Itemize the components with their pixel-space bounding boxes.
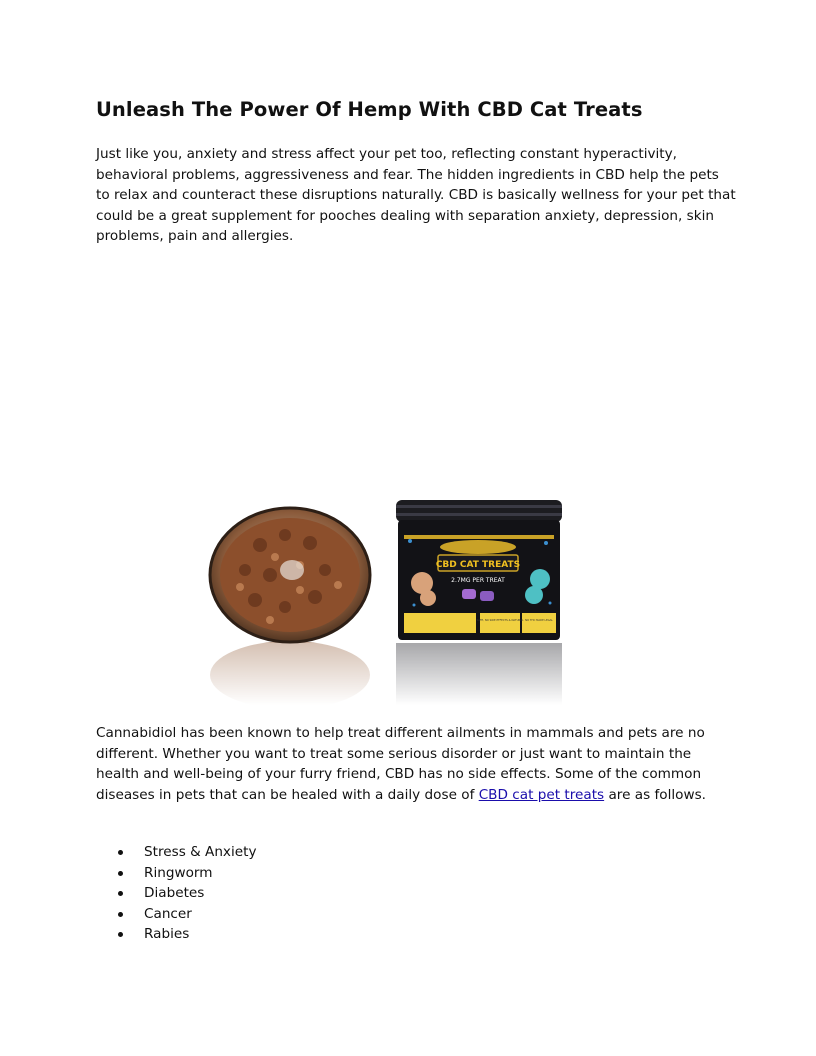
list-item-label: Diabetes bbox=[144, 885, 205, 901]
bullet-icon bbox=[118, 871, 123, 876]
list-item-label: Rabies bbox=[144, 926, 190, 942]
bullet-icon bbox=[118, 932, 123, 937]
list-item bbox=[118, 883, 257, 904]
bullet-icon bbox=[118, 912, 123, 917]
body-text-end: are as follows. bbox=[604, 786, 706, 803]
bullet-icon bbox=[118, 891, 123, 896]
list-item-label: Ringworm bbox=[144, 864, 213, 881]
body-text-start: Cannabidiol has been known to help treat different ailments in mammals and pets are no different. Whether you want to treat some serious disorder or just want to maintain the health and well-being of your furry friend, CBD has no side effects. Some of the common diseases in pets that can be healed with a daily dose of bbox=[96, 725, 705, 803]
page-title: Unleash The Power Of Hemp With CBD Cat Treats bbox=[96, 98, 643, 121]
bullet-icon bbox=[118, 850, 123, 855]
jar-badge-safe: SAFE, NO SIDE EFFECTS & NATURAL bbox=[476, 619, 524, 622]
body-paragraph bbox=[96, 723, 736, 805]
list-item bbox=[118, 842, 257, 863]
jar-badge-thc: NO THC MADE LEGAL bbox=[525, 619, 553, 622]
intro-paragraph: Just like you, anxiety and stress affect your pet too, reflecting constant hyperactivity, behavioral problems, aggressiveness and fear. The hidden ingredients in CBD help the pets to relax and counteract these disruptions naturally. CBD is basically wellness for your pet that could be a great supplement for pooches dealing with separation anxiety, depression, skin problems, pain and allergies. bbox=[96, 146, 736, 244]
product-image bbox=[200, 495, 580, 705]
list-item bbox=[118, 924, 257, 945]
ailments-list bbox=[118, 842, 257, 945]
list-item bbox=[118, 863, 257, 884]
jar-label: CBD CAT TREATS bbox=[435, 560, 521, 570]
list-item bbox=[118, 904, 257, 925]
cbd-cat-treats-link[interactable]: CBD cat pet treats bbox=[478, 786, 605, 803]
list-item-label: Cancer bbox=[144, 905, 192, 922]
jar-sublabel: 2.7MG PER TREAT bbox=[451, 577, 505, 584]
list-item-label: Stress & Anxiety bbox=[144, 844, 257, 860]
